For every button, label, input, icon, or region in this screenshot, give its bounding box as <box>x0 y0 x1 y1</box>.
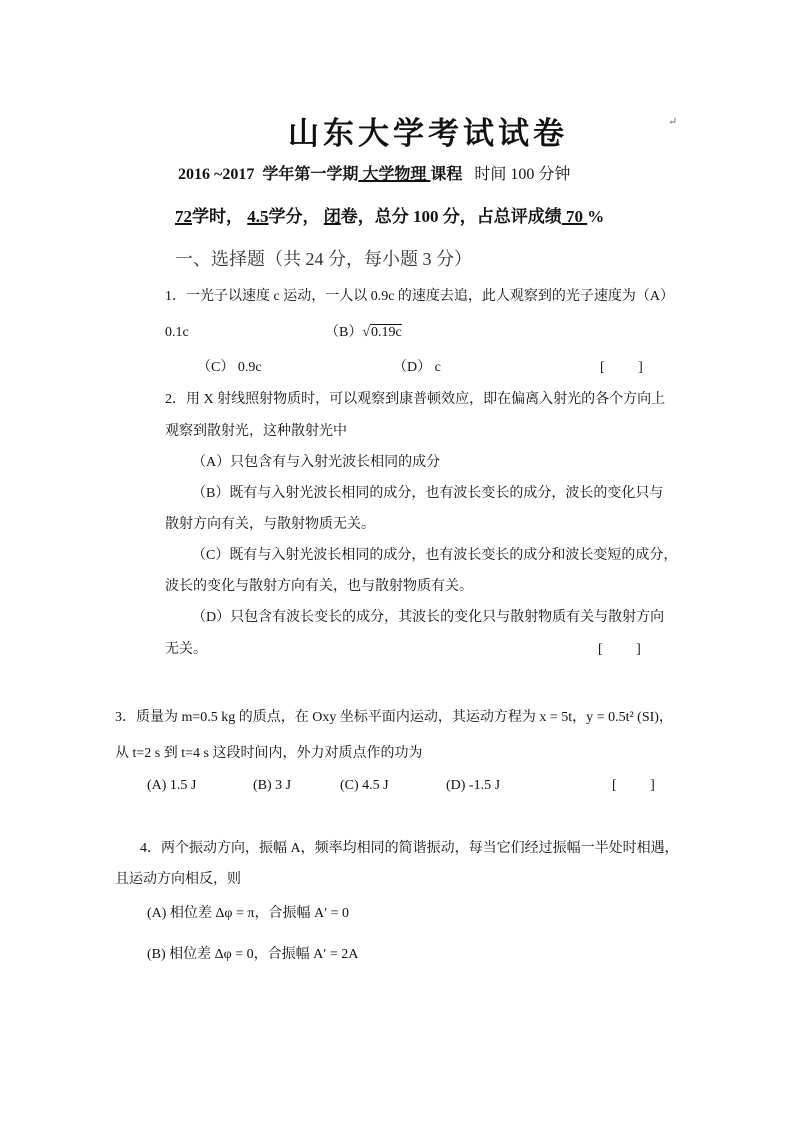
q3-option-b: (B) 3 J <box>253 778 292 793</box>
q2-option-d: （D）只包含有波长变长的成分，其波长的变化只与散射物质有关与散射方向 <box>192 610 665 625</box>
question-1-text: 1．一光子以速度 c 运动，一人以 0.9c 的速度去追，此人观察到的光子速度为（A） <box>165 289 675 304</box>
question-3-text-cont: 从 t=2 s 到 t=4 s 这段时间内，外力对质点作的功为 <box>115 746 423 761</box>
question-3-text: 3．质量为 m=0.5 kg 的质点，在 Oxy 坐标平面内运动，其运动方程为 x = 5t，y = 0.5t² (SI)， <box>115 710 673 725</box>
q2-option-a: （A）只包含有与入射光波长相同的成分 <box>192 455 441 470</box>
closed-book: 闭 <box>323 207 341 226</box>
q2-option-b-cont: 散射方向有关，与散射物质无关。 <box>165 517 375 532</box>
q2-option-d-cont: 无关。 <box>165 642 207 657</box>
q2-answer-bracket[interactable]: [ ] <box>598 642 641 657</box>
exam-title: 山东大学考试试卷 <box>288 116 568 151</box>
exam-time: 时间 100 分钟 <box>474 166 571 183</box>
credits: 4.5 <box>247 207 269 226</box>
exam-info-line <box>175 207 604 227</box>
q4-option-b: (B) 相位差 Δφ = 0，合振幅 A′ = 2A <box>147 947 359 962</box>
q3-option-c: (C) 4.5 J <box>340 778 389 793</box>
hours-label: 学时， <box>192 207 243 226</box>
question-2-text-cont: 观察到散射光，这种散射光中 <box>165 424 347 439</box>
q3-answer-bracket[interactable]: [ ] <box>612 778 655 793</box>
q2-option-c-cont: 波长的变化与散射方向有关，也与散射物质有关。 <box>165 579 473 594</box>
q1-option-b-value: 0.19c <box>371 325 402 340</box>
course-name: 大学物理 <box>358 166 431 183</box>
q1-option-c: （C） 0.9c <box>197 360 262 375</box>
term-line <box>178 165 570 185</box>
q2-option-b: （B）既有与入射光波长相同的成分，也有波长变长的成分，波长的变化只与 <box>192 486 664 501</box>
section-heading: 一、选择题（共 24 分，每小题 3 分） <box>175 249 472 269</box>
q1-option-b: （B）√0.19c <box>325 325 402 340</box>
question-4-text-cont: 且运动方向相反，则 <box>115 872 241 887</box>
q3-option-a: (A) 1.5 J <box>147 778 197 793</box>
term-year: 2016 ~2017 <box>178 166 255 183</box>
course-suffix: 课程 <box>430 166 463 183</box>
credits-label: 学分， <box>268 207 320 226</box>
q1-option-d: （D） c <box>393 360 441 375</box>
question-4-text: 4．两个振动方向，振幅 A，频率均相同的简谐振动，每当它们经过振幅一半处时相遇， <box>140 841 679 856</box>
term: 学年第一学期 <box>262 166 359 183</box>
q3-option-d: (D) -1.5 J <box>446 778 501 793</box>
paragraph-mark-icon: ↵ <box>668 116 678 128</box>
q4-option-a: (A) 相位差 Δφ = π，合振幅 A′ = 0 <box>147 906 350 921</box>
q1-answer-bracket[interactable]: [ ] <box>600 360 643 375</box>
q1-option-b-label: （B） <box>325 325 363 340</box>
q1-option-a: 0.1c <box>165 325 189 340</box>
question-2-text: 2．用 X 射线照射物质时，可以观察到康普顿效应，即在偏离入射光的各个方向上 <box>165 392 666 407</box>
hours: 72 <box>175 207 192 226</box>
grade-weight: 70 <box>561 207 588 226</box>
closed-label: 卷，总分 100 分，占总评成绩 <box>340 207 562 226</box>
q2-option-c: （C）既有与入射光波长相同的成分，也有波长变长的成分和波长变短的成分， <box>192 548 678 563</box>
percent: % <box>587 207 605 226</box>
